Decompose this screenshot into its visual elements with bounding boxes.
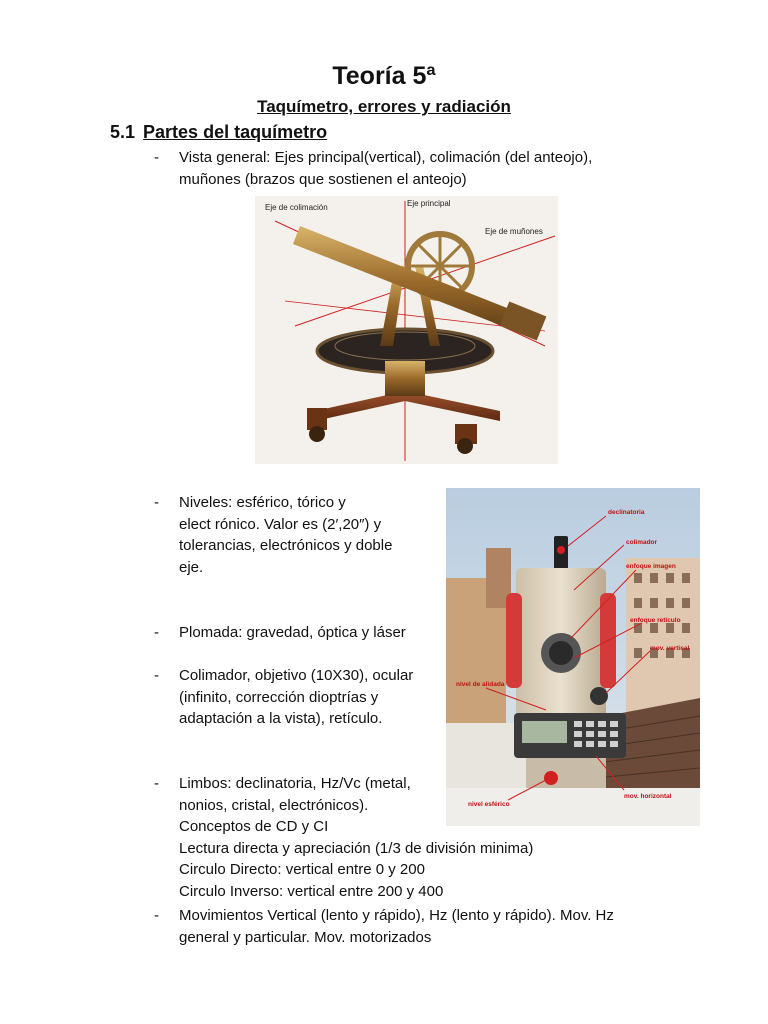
label-enfoque-reticulo: enfoque retículo — [630, 617, 681, 624]
label-nivel-esferico: nivel esférico — [468, 801, 510, 808]
list-dash: - — [154, 775, 159, 792]
list-dash: - — [154, 624, 159, 641]
list-item-line: Vista general: Ejes principal(vertical), colimación (del anteojo), — [179, 149, 593, 166]
list-item-line: Lectura directa y apreciación (1/3 de división minima) — [179, 839, 534, 857]
label-munones: Eje de muñones — [485, 227, 543, 236]
list-dash: - — [154, 149, 159, 166]
list-item-line: Colimador, objetivo (10X30), ocular — [179, 667, 414, 684]
list-dash: - — [154, 494, 159, 511]
label-enfoque-imagen: enfoque imagen — [626, 563, 676, 570]
section-number: 5.1 — [110, 122, 136, 142]
tachymeter-figure — [255, 196, 558, 464]
list-item-line: Limbos: declinatoria, Hz/Vc (metal, — [179, 775, 411, 792]
label-mov-vertical: mov. vertical — [650, 645, 690, 652]
label-colimacion: Eje de colimación — [265, 203, 328, 212]
list-item-line: elect rónico. Valor es (2′,20″) y — [179, 515, 382, 533]
list-item-line: Circulo Directo: vertical entre 0 y 200 — [179, 861, 425, 878]
page-title: Teoría 5ª — [332, 62, 436, 90]
section-heading — [110, 122, 327, 143]
list-item-line: Circulo Inverso: vertical entre 200 y 400 — [179, 882, 444, 900]
label-declinatoria: declinatoria — [608, 509, 645, 516]
list-dash: - — [154, 907, 159, 924]
list-item-line: nonios, cristal, electrónicos). — [179, 796, 369, 814]
list-item-line: general y particular. Mov. motorizados — [179, 928, 432, 946]
label-colimador: colimador — [626, 539, 658, 546]
list-item-line: Niveles: esférico, tórico y — [179, 494, 346, 511]
list-item-line: Movimientos Vertical (lento y rápido), Hz (lento y rápido). Mov. Hz — [179, 907, 614, 924]
total-station-figure — [446, 488, 700, 826]
list-item-line: tolerancias, electrónicos y doble — [179, 537, 393, 554]
list-item-line: muñones (brazos que sostienen el anteojo) — [179, 170, 467, 188]
list-dash: - — [154, 667, 159, 684]
label-nivel-alidada: nivel de alidada — [456, 681, 505, 688]
list-item-line: Conceptos de CD y CI — [179, 818, 329, 835]
list-item-line: Plomada: gravedad, óptica y láser — [179, 624, 406, 641]
list-item-line: (infinito, corrección dioptrías y — [179, 688, 379, 706]
list-item-line: adaptación a la vista), retículo. — [179, 710, 383, 727]
page-subtitle: Taquímetro, errores y radiación — [257, 97, 511, 116]
section-title: Partes del taquímetro — [143, 122, 328, 142]
label-mov-horizontal: mov. horizontal — [624, 793, 672, 800]
list-item-line: eje. — [179, 558, 204, 576]
label-principal: Eje principal — [407, 199, 451, 208]
